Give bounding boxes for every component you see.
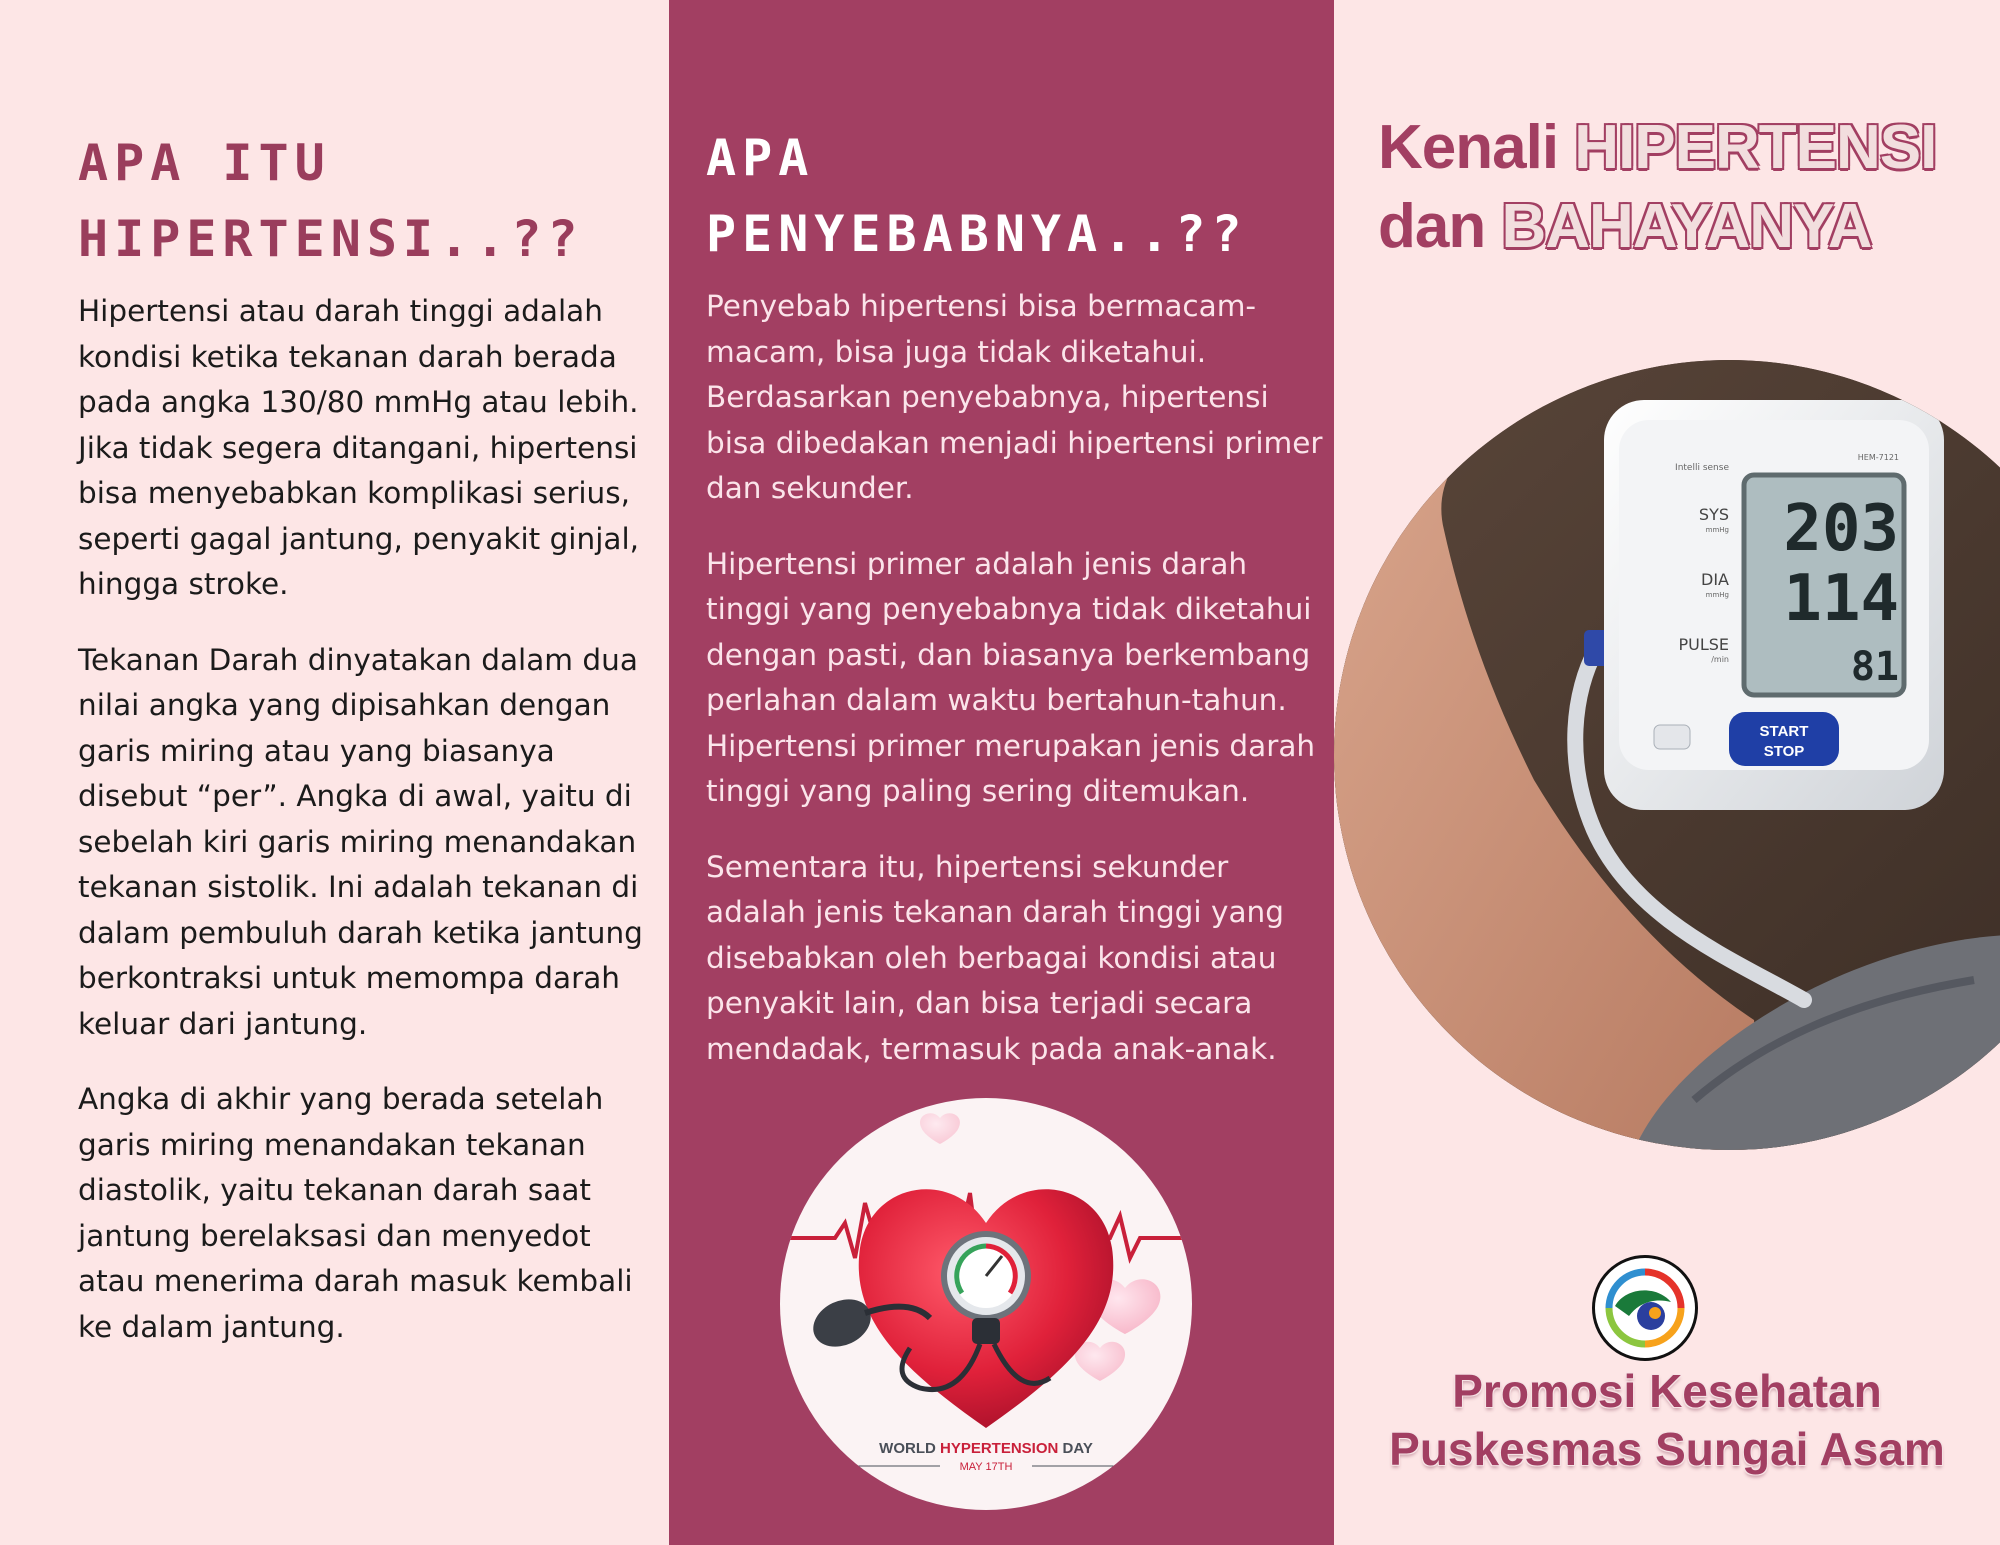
monitor-illustration	[1334, 360, 2000, 1150]
left-paragraph-3: Angka di akhir yang berada setelah garis miring menandakan tekanan diastolik, yaitu tekanan darah saat jantung berelaksasi dan menyedot atau menerima darah masuk kembali ke dalam jantung.	[78, 1082, 633, 1344]
left-paragraph-2: Tekanan Darah dinyatakan dalam dua nilai angka yang dipisahkan dengan garis miring atau yang biasanya disebut “per”. Angka di awal, yaitu di sebelah kiri garis miring menandakan tekanan sistolik. Ini adalah tekanan di dalam pembuluh darah ketika jantung berkontraksi untuk memompa darah keluar dari jantung.	[78, 642, 643, 1041]
left-paragraph-1: Hipertensi atau darah tinggi adalah kondisi ketika tekanan darah berada pada angka 130/80 mmHg atau lebih. Jika tidak segera ditangani, hipertensi bisa menyebabkan komplikasi serius, seperti gagal jantung, penyakit ginjal, hingga stroke.	[78, 294, 640, 601]
page-title	[1378, 108, 1936, 266]
badge-line2: MAY 17TH	[959, 1461, 1013, 1473]
dia-label: DIA	[1701, 570, 1729, 589]
brand-label: Intelli sense	[1675, 463, 1729, 473]
pulse-value: 81	[1850, 644, 1899, 690]
svg-text:START: START	[1759, 723, 1809, 740]
middle-paragraph-2: Hipertensi primer adalah jenis darah tinggi yang penyebabnya tidak diketahui dengan pasti, dan biasanya berkembang perlahan dalam waktu bertahun-tahun. Hipertensi primer merupakan jenis darah tinggi yang paling sering ditemukan.	[706, 546, 1316, 808]
dia-unit: mmHg	[1705, 591, 1729, 599]
left-panel	[0, 0, 669, 1545]
title-word-hipertensi: HIPERTENSI	[1574, 113, 1937, 182]
model-label: HEM-7121	[1857, 453, 1899, 462]
middle-heading	[706, 120, 1334, 272]
sys-value: 203	[1783, 492, 1899, 566]
middle-heading-line1: APA	[706, 129, 815, 187]
title-word-kenali: Kenali	[1378, 113, 1559, 182]
sys-label: SYS	[1698, 505, 1729, 524]
pulse-label: PULSE	[1678, 635, 1729, 654]
sys-unit: mmHg	[1705, 526, 1729, 534]
middle-paragraph-3: Sementara itu, hipertensi sekunder adalah jenis tekanan darah tinggi yang disebabkan oleh berbagai kondisi atau penyakit lain, dan bisa terjadi secara mendadak, termasuk pada anak-anak.	[706, 849, 1284, 1066]
blood-pressure-monitor-photo	[1334, 360, 2000, 1150]
left-heading-line1: APA ITU	[78, 134, 331, 192]
small-heart-icon	[1075, 1342, 1125, 1381]
middle-paragraph-1: Penyebab hipertensi bisa bermacam-macam, bisa juga tidak diketahui. Berdasarkan penyebabnya, hipertensi bisa dibedakan menjadi hipertensi primer dan sekunder.	[706, 289, 1323, 505]
svg-text:STOP: STOP	[1763, 743, 1805, 760]
middle-panel	[669, 0, 1334, 1545]
title-word-bahayanya: BAHAYANYA	[1501, 192, 1872, 261]
dia-value: 114	[1783, 562, 1899, 636]
logo-icon	[1595, 1258, 1695, 1358]
right-panel	[1334, 0, 2000, 1545]
puskesmas-logo	[1592, 1255, 1698, 1361]
left-heading	[78, 125, 669, 277]
org-line-1: Promosi Kesehatan	[1452, 1365, 1882, 1417]
left-heading-line2: HIPERTENSI..??	[78, 210, 584, 268]
memory-button	[1654, 725, 1690, 749]
middle-heading-line2: PENYEBABNYA..??	[706, 205, 1248, 263]
badge-line1: WORLD HYPERTENSION DAY	[879, 1440, 1093, 1457]
small-heart-icon	[920, 1113, 960, 1144]
title-word-dan: dan	[1378, 192, 1486, 261]
world-hypertension-day-image	[780, 1098, 1192, 1510]
heart-illustration	[780, 1098, 1192, 1510]
pulse-unit: /min	[1711, 655, 1729, 664]
org-line-2: Puskesmas Sungai Asam	[1389, 1423, 1945, 1475]
